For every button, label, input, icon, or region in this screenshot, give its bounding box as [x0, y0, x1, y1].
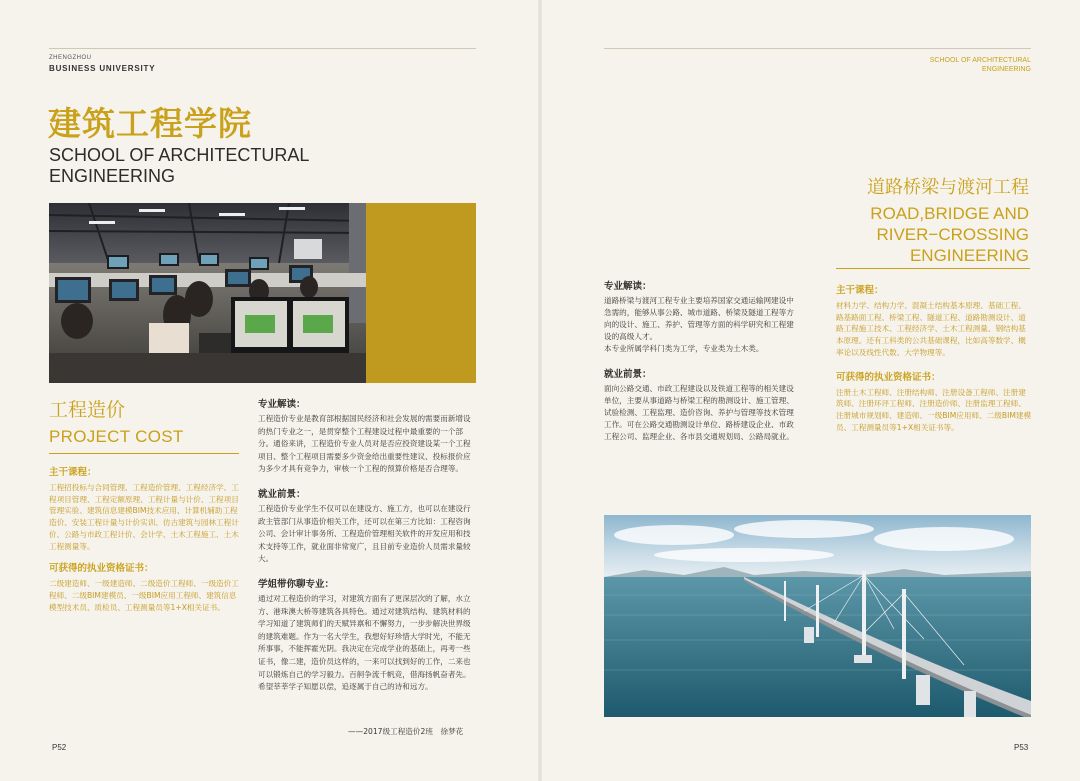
page-title-cn: 建筑工程学院 — [48, 104, 252, 143]
right-career-heading: 就业前景： — [604, 369, 652, 380]
certs-text: 二级建造师、一级建造师、二级造价工程师、一级造价工程师、二级BIM建模员、一级BIM应用工程师、建筑信息模型技术员、质检员、工程测量员等1+X相关证书。 — [49, 579, 239, 612]
major-heading: 专业解读： — [258, 399, 306, 410]
right-major-text-2: 本专业所属学科门类为工学，专业类为土木类。 — [604, 344, 764, 353]
right-major-text: 道路桥梁与渡河工程专业主要培养国家交通运输网建设中急需的，能够从事公路、城市道路、桥梁及隧道工程等方向的设计、施工、养护、管理等方面的科学研究和工程建设的高级人才。 — [604, 296, 794, 341]
senior-text: 通过对工程造价的学习，对建筑方面有了更深层次的了解，水立方、港珠澳大桥等建筑各具特色。通过对建筑结构、建筑材料的学习知道了建筑师们的天赋异禀和不懈努力，一步步解决世界级的建筑难题。作为一名大学生，我想好好珍惜大学时光，不能无所事事，不能挥霍光阴。我决定在完成学业的基础上，再考一些证书，像二建，造价员这样的，一来可以找到好的工作，二来也可以锻炼自己的学习毅力。百舸争流千帆竞，借海扬帆奋者先。希望莘莘学子知愿以偿，追逐属于自己的诗和远方。 — [258, 593, 471, 692]
section-rule — [49, 453, 239, 454]
brand-city: ZHENGZHOU — [49, 55, 92, 61]
header-rule — [49, 48, 476, 49]
right-courses-block — [836, 282, 1032, 433]
right-major-block — [604, 278, 800, 443]
sea-bridge-photo — [604, 515, 1031, 717]
computer-lab-photo — [49, 203, 366, 383]
right-section-title-en: ROAD,BRIDGE AND RIVER−CROSSING ENGINEERING — [870, 204, 1029, 265]
page-number-right: P53 — [1014, 743, 1029, 752]
right-header-brand: SCHOOL OF ARCHITECTURAL ENGINEERING — [929, 57, 1031, 73]
courses-block — [49, 464, 239, 613]
certs-heading: 可获得的执业资格证书： — [49, 563, 154, 575]
major-block — [258, 396, 478, 694]
senior-heading: 学姐带你聊专业： — [258, 578, 335, 590]
gold-accent-block — [366, 203, 476, 383]
page-number-left: P52 — [52, 743, 67, 752]
brand-university: BUSINESS UNIVERSITY — [49, 64, 156, 73]
right-section-title-cn: 道路桥梁与渡河工程 — [867, 177, 1029, 198]
right-major-heading: 专业解读： — [604, 281, 652, 292]
section-title-en: PROJECT COST — [49, 427, 184, 446]
header-rule-right — [604, 48, 1031, 49]
right-career-text: 面向公路交通、市政工程建设以及铁道工程等的相关建设单位，主要从事道路与桥梁工程的勘测设计、施工管理、试验检测、工程监理、造价咨询、养护与管理等技术管理工作。可在公路交通勘测设计单位、路桥建设企业、市政工程公司、监理企业、各市县交通规划局、公路局就业。 — [604, 384, 794, 441]
right-courses-text: 材料力学、结构力学、混凝土结构基本原理、基础工程、路基路面工程、桥梁工程、隧道工程、道路勘测设计、道路工程施工技术、工程经济学、土木工程测量、钢结构基本原理。还有工科类的公共基础课程，比如高等数学、概率论以及线性代数、大学物理等。 — [836, 301, 1026, 357]
signature: ——2017级工程造价2班 徐梦花 — [348, 727, 464, 736]
page-title-en: SCHOOL OF ARCHITECTURAL ENGINEERING — [49, 145, 310, 186]
right-courses-heading: 主干课程： — [836, 285, 884, 296]
career-text: 工程造价专业学生不仅可以在建设方、施工方，也可以在建设行政主管部门从事造价相关工作，还可以在第三方比如：工程咨询公司、会计审计事务所、工程造价管理相关软件的开发应用和技术支持等工作，就业面非常宽广，且目前专业造价人员需求量较大。 — [258, 503, 471, 564]
section-title-cn: 工程造价 — [49, 399, 126, 421]
courses-heading: 主干课程： — [49, 467, 97, 478]
major-text: 工程造价专业是教育部根据国民经济和社会发展的需要而新增设的热门专业之一，是贯穿整个工程建设过程中最重要的一个部分。通俗来讲，工程造价专业人员对是否应投资建设某一个工程项目、整个工程项目需要多少资金给出重要性建议、投标报价应为多少才具有竞争力，审核一个工程的预算价格是否合理等。 — [258, 414, 471, 474]
right-certs-text: 注册土木工程师、注册结构师、注册设备工程师、注册建筑师、注册环评工程师、注册造价师、注册监理工程师、注册城市规划师、建造师、一级BIM应用师、二级BIM建模员、工程测量员等1+X相关证书等。 — [836, 387, 1032, 432]
career-heading: 就业前景： — [258, 488, 306, 500]
right-certs-heading: 可获得的执业资格证书： — [836, 371, 941, 383]
right-section-rule — [836, 268, 1030, 269]
courses-text: 工程招投标与合同管理、工程造价管理、工程经济学、工程项目管理、工程定额原理、工程计量与计价、工程项目管理实验、建筑信息建模BIM技术应用、计算机辅助工程造价、安装工程计量与计价实训、仿古建筑与园林工程计价、公路与市政工程计价、会计学、土木工程施工、土木工程测量等。 — [49, 483, 239, 551]
